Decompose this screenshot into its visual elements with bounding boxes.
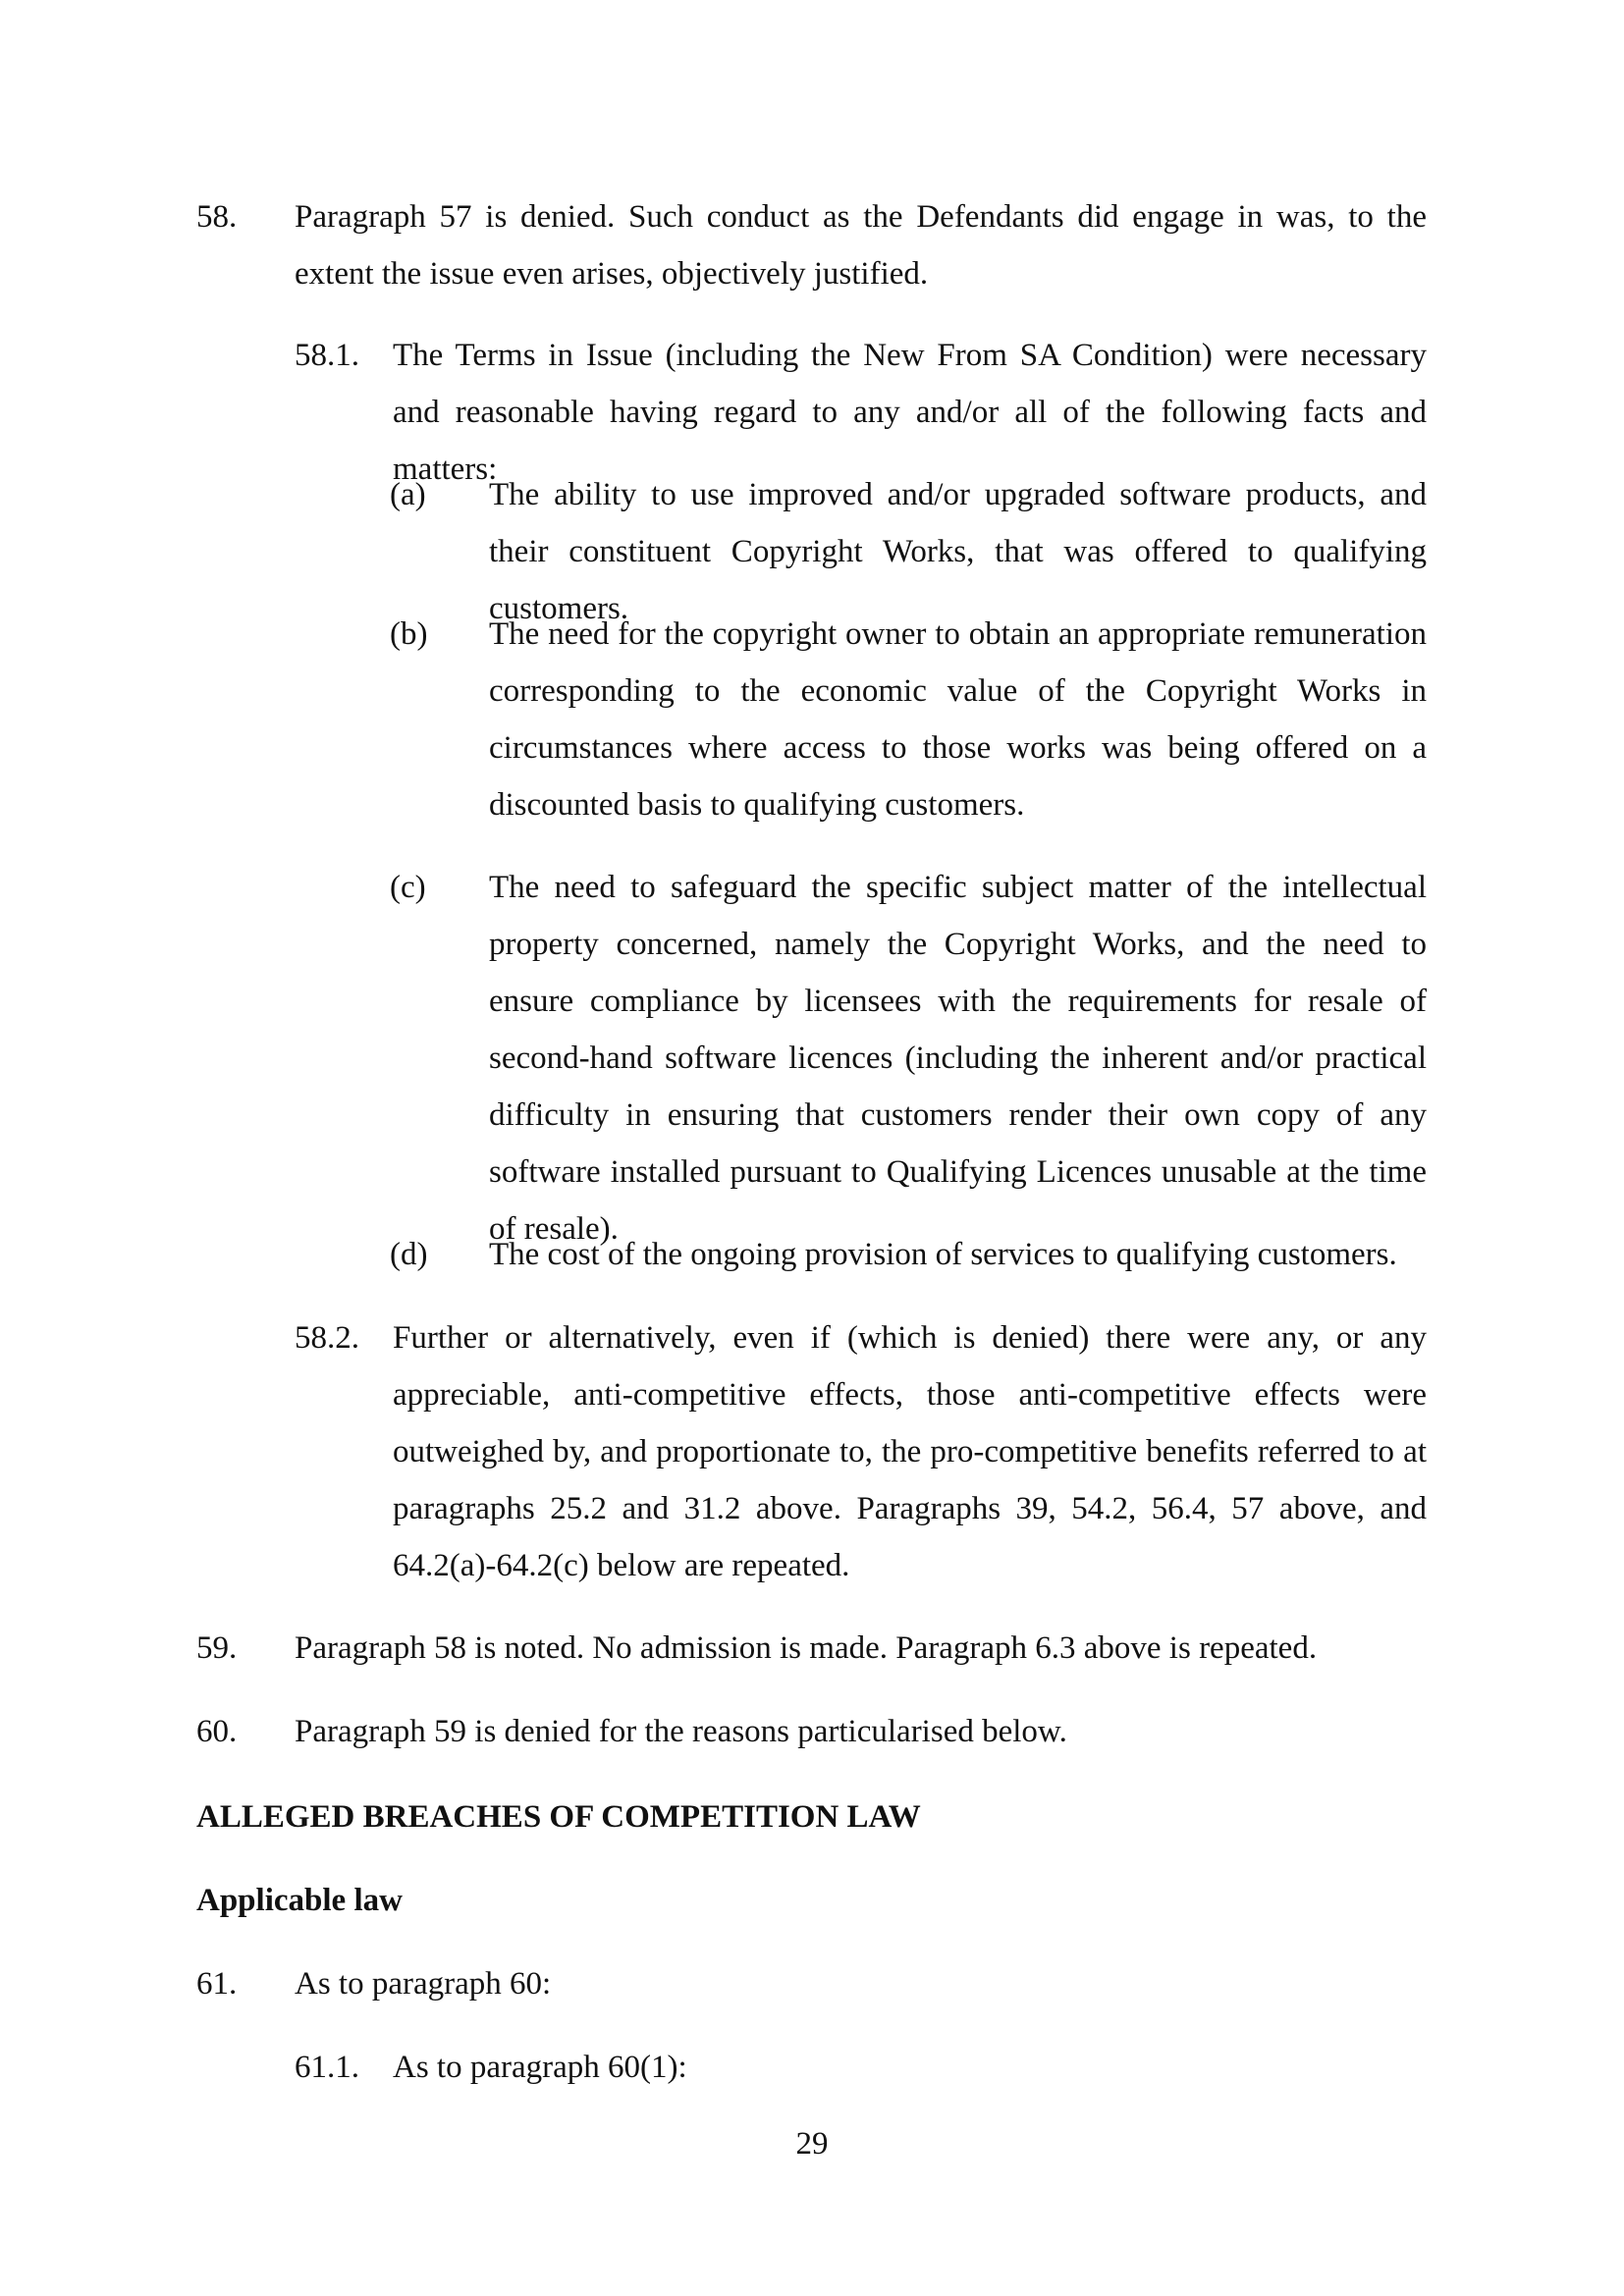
item-text: The need to safeguard the specific subject matter of the intellectual property concerned, namely the Copyright Works, and the need to ensure compliance by licensees with the requirements for resale of second-hand software licences (including the inherent and/or practical difficulty in ensuring that customers render their own copy of any software installed pursuant to Qualifying Licences unusable at the time of resale). <box>489 870 1427 1247</box>
item-text: The ability to use improved and/or upgraded software products, and their constituent Copyright Works, that was offered to qualifying customers. <box>489 477 1427 626</box>
paragraph-number: 59. <box>196 1630 238 1666</box>
section-heading: ALLEGED BREACHES OF COMPETITION LAW <box>196 1799 921 1835</box>
paragraph-59 <box>196 1620 1427 1677</box>
paragraph-number: 58.2. <box>295 1320 359 1356</box>
item-label: (b) <box>390 616 428 652</box>
item-label: (c) <box>390 870 426 905</box>
paragraph-number: 58. <box>196 199 238 235</box>
paragraph-number: 58.1. <box>295 338 359 373</box>
paragraph-58-1-c <box>390 859 1427 1257</box>
paragraph-58 <box>196 188 1427 302</box>
item-label: (d) <box>390 1237 428 1272</box>
paragraph-number: 61. <box>196 1966 238 2002</box>
paragraph-61 <box>196 1955 1427 2012</box>
paragraph-58-2 <box>295 1309 1427 1594</box>
paragraph-text: Further or alternatively, even if (which is denied) there were any, or any appreciable, anti-competitive effects, those anti-competitive effects were outweighed by, and proportionate to, the pro-competitive benefits referred to at paragraphs 25.2 and 31.2 above. Paragraphs 39, 54.2, 56.4, 57 above, and 64.2(a)-64.2(c) below are repeated. <box>393 1320 1427 1583</box>
item-label: (a) <box>390 477 426 512</box>
paragraph-text: As to paragraph 60: <box>295 1966 552 2002</box>
page-number: 29 <box>795 2126 829 2162</box>
paragraph-text: The Terms in Issue (including the New From SA Condition) were necessary and reasonable having regard to any and/or all of the following facts and matters: <box>393 338 1427 487</box>
subsection-heading: Applicable law <box>196 1883 403 1918</box>
paragraph-58-1-d <box>390 1226 1427 1283</box>
paragraph-60 <box>196 1703 1427 1760</box>
paragraph-number: 60. <box>196 1714 238 1749</box>
paragraph-text: Paragraph 59 is denied for the reasons particularised below. <box>295 1714 1067 1749</box>
paragraph-text: Paragraph 57 is denied. Such conduct as the Defendants did engage in was, to the extent the issue even arises, objectively justified. <box>295 199 1427 292</box>
item-text: The cost of the ongoing provision of services to qualifying customers. <box>489 1237 1397 1272</box>
paragraph-number: 61.1. <box>295 2050 359 2085</box>
paragraph-text: As to paragraph 60(1): <box>393 2050 687 2085</box>
item-text: The need for the copyright owner to obtain an appropriate remuneration corresponding to the economic value of the Copyright Works in circumstances where access to those works was being offered on a discounted basis to qualifying customers. <box>489 616 1427 823</box>
paragraph-58-1-b <box>390 606 1427 833</box>
paragraph-text: Paragraph 58 is noted. No admission is made. Paragraph 6.3 above is repeated. <box>295 1630 1318 1666</box>
paragraph-61-1 <box>295 2039 1427 2096</box>
